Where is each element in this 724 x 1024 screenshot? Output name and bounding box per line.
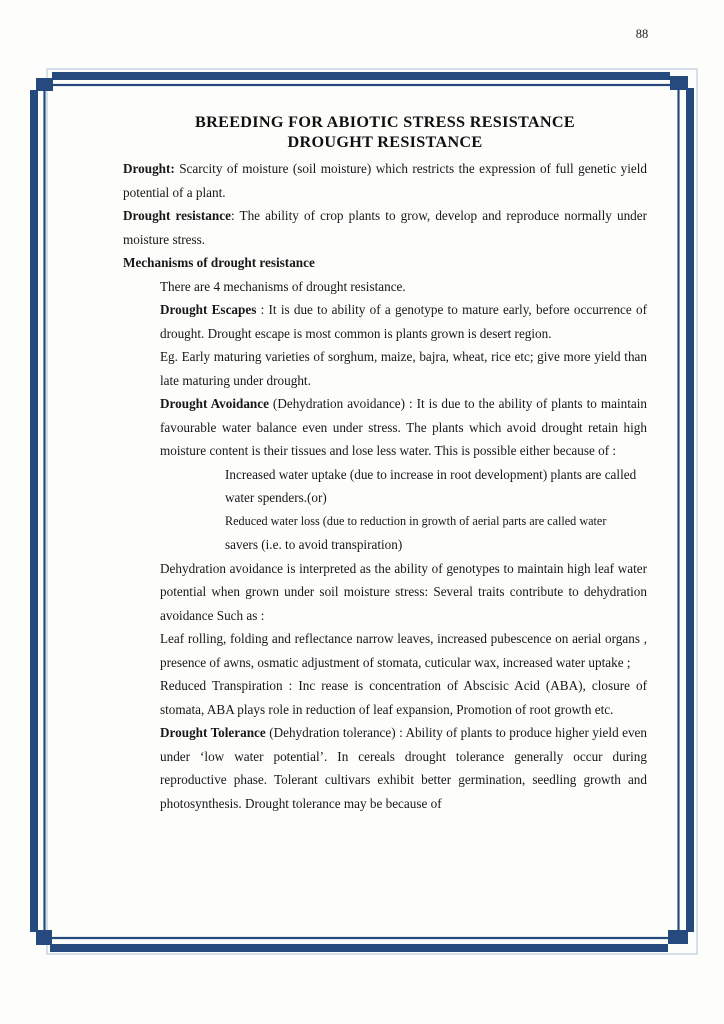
paragraph-drought-resistance-definition: Drought resistance: The ability of crop plants to grow, develop and reproduce normally under moisture stress. [123, 208, 648, 247]
document-title-line-1: BREEDING FOR ABIOTIC STRESS RESISTANCE [195, 113, 575, 131]
document-title-line-2: DROUGHT RESISTANCE [287, 133, 483, 151]
paragraph-leaf-rolling-traits: Leaf rolling, folding and reflectance narrow leaves, increased pubescence on aerial organs , presence of awns, osmatic adjustment of stomata, cuticular wax, increased water uptake ; [160, 631, 647, 670]
paragraph-early-maturing-example: Eg. Early maturing varieties of sorghum, maize, bajra, wheat, rice etc; give more yield than late maturing under drought. [160, 349, 647, 388]
heading-mechanisms: Mechanisms of drought resistance [123, 255, 315, 270]
paragraph-drought-avoidance: Drought Avoidance (Dehydration avoidance) : It is due to the ability of plants to maintain favourable water balance even under stress. The plants which avoid drought retain high moisture content is their tissues and lose less water. This is possible either because of : [160, 396, 647, 458]
paragraph-reduced-water-loss: Reduced water loss (due to reduction in growth of aerial parts are called water [225, 513, 607, 528]
body-text [123, 157, 647, 815]
document-content [123, 112, 647, 815]
paragraph-increased-water-uptake: Increased water uptake (due to increase in root development) plants are called water spenders.(or) [225, 466, 637, 505]
page-number: 88 [635, 27, 649, 41]
paragraph-dehydration-avoidance: Dehydration avoidance is interpreted as the ability of genotypes to maintain high leaf water potential when grown under soil moisture stress: Several traits contribute to dehydration avoidance Such as : [160, 560, 647, 623]
paragraph-four-mechanisms: There are 4 mechanisms of drought resistance. [160, 278, 406, 294]
paragraph-reduced-transpiration: Reduced Transpiration : Inc rease is concentration of Abscisic Acid (ABA), closure of stomata, ABA plays role in reduction of leaf expansion, Promotion of root growth etc. [160, 678, 647, 717]
paragraph-drought-tolerance: Drought Tolerance (Dehydration tolerance) : Ability of plants to produce higher yield even under ‘low water potential’. In cereals drought tolerance generally occur during reproductive phase. Tolerant cultivars exhibit better germination, seedling growth and photosynthesis. Drought tolerance may be because of [160, 725, 647, 811]
paragraph-water-savers: savers (i.e. to avoid transpiration) [225, 537, 403, 552]
paragraph-drought-definition: Drought: Scarcity of moisture (soil moisture) which restricts the expression of full genetic yield potential of a plant. [123, 161, 647, 200]
paragraph-drought-escapes: Drought Escapes : It is due to ability of a genotype to mature early, before occurrence of drought. Drought escape is most common is plants grown is desert region. [160, 302, 647, 341]
